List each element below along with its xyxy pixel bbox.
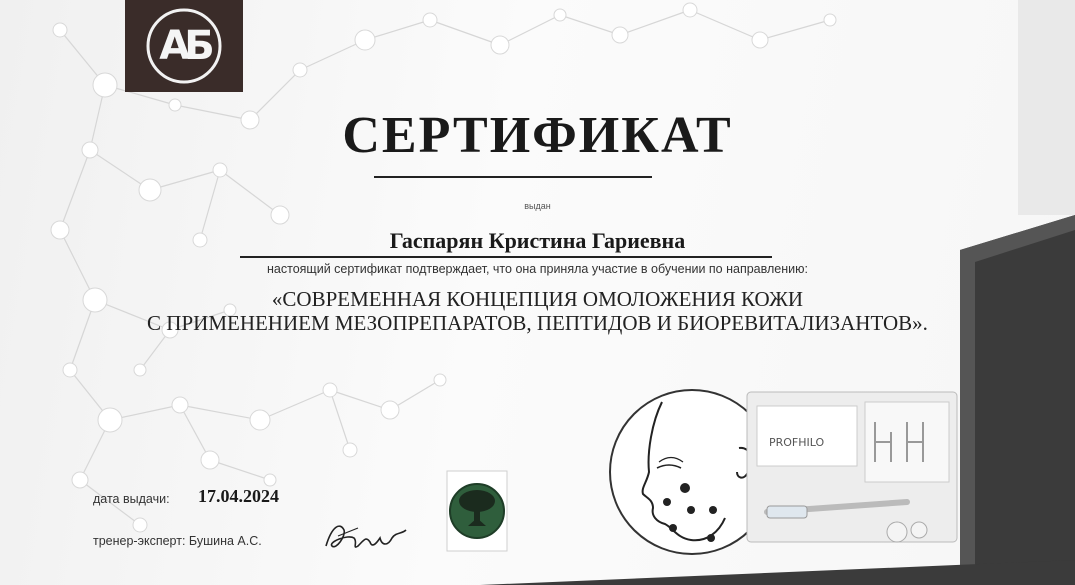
issued-label: выдан — [524, 201, 551, 211]
certificate-title: СЕРТИФИКАТ — [342, 107, 733, 164]
recipient-name: Гаспарян Кристина Гариевна — [389, 228, 686, 253]
product-package-illustration — [747, 392, 957, 542]
logo-text: АБ — [159, 23, 209, 69]
signature — [318, 516, 413, 558]
face-and-product-illustration — [607, 362, 967, 585]
course-line-2: С ПРИМЕНЕНИЕМ МЕЗОПРЕПАРАТОВ, ПЕПТИДОВ И БИОРЕВИТАЛИЗАНТОВ». — [147, 311, 928, 335]
confirmation-text: настоящий сертификат подтверждает, что она приняла участие в обучении по направлению: — [267, 262, 808, 276]
date-value: 17.04.2024 — [198, 486, 279, 506]
trainer-label: тренер-эксперт: Бушина А.С. — [93, 534, 262, 548]
name-underline — [240, 256, 772, 258]
course-line-1: «СОВРЕМЕННАЯ КОНЦЕПЦИЯ ОМОЛОЖЕНИЯ КОЖИ — [271, 287, 804, 311]
date-label: дата выдачи: — [93, 492, 170, 506]
product-brand: PROFHILO — [769, 436, 825, 449]
title-underline — [374, 176, 652, 178]
ab-logo — [125, 0, 243, 92]
course-title — [0, 287, 1075, 335]
tree-emblem — [446, 470, 508, 552]
